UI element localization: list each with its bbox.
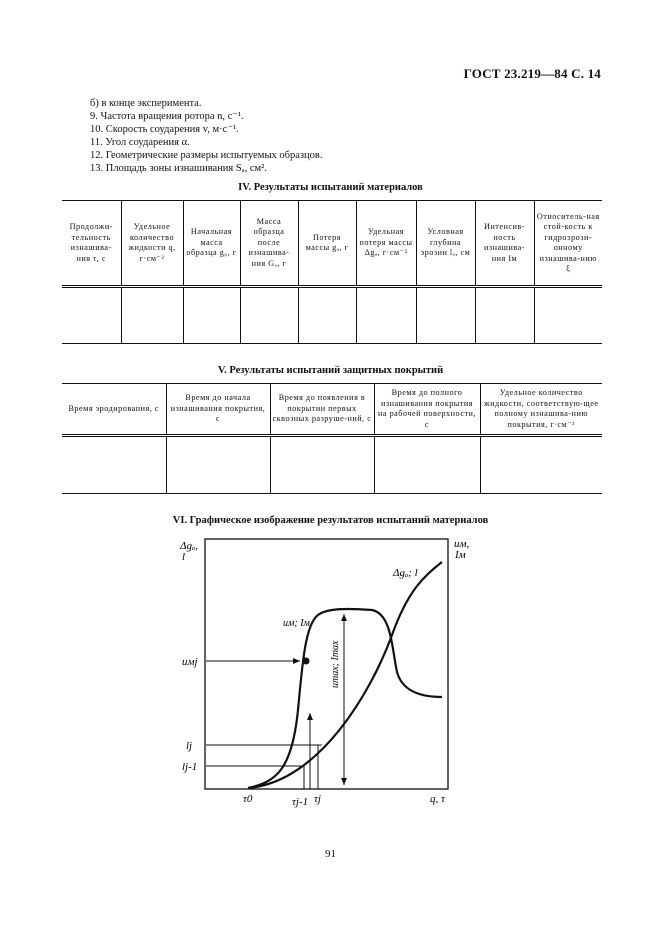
y-right-label: Iм bbox=[455, 549, 466, 561]
y-right-label: uм, bbox=[454, 538, 470, 550]
table-header-cell: Относитель-ная стой-кость к гидроэрози-онному изнашива-нию ξ bbox=[534, 201, 602, 287]
list-item: 9. Частота вращения ротора n, с⁻¹. bbox=[90, 111, 244, 122]
table-header-cell: Потеря массы gₐ, г bbox=[298, 201, 356, 287]
table-header-cell: Удельное количество жидкости, соответствую-щее полному изнашива-нию покрытия, г·см⁻² bbox=[480, 384, 602, 436]
table-header-cell: Время до начала изнашивания покрытия, с bbox=[166, 384, 270, 436]
section4-title: IV. Результаты испытаний материалов bbox=[238, 182, 423, 193]
y-left-label: Δgₐ, bbox=[180, 540, 198, 552]
wear-curve-label: Δgₐ; l bbox=[393, 567, 418, 579]
tau-j-label: τj bbox=[314, 793, 321, 805]
table-header-cell: Удельная потеря массы Δgₐ, г·см⁻² bbox=[356, 201, 416, 287]
table-header-cell: Время до полного изнашивания покрытия на рабочей поверхности, с bbox=[374, 384, 480, 436]
table-header-cell: Масса образца после изнашива-ния Gₐ, г bbox=[240, 201, 298, 287]
table-header-cell: Интенсив-ность изнашива-ния Iм bbox=[475, 201, 534, 287]
table-header-cell: Условная глубина эрозии lₐ, см bbox=[416, 201, 475, 287]
y-left-label: l bbox=[182, 551, 186, 563]
list-item: 10. Скорость соударения v, м·с⁻¹. bbox=[90, 124, 239, 135]
table-header-cell: Начальная масса образца g₀, г bbox=[183, 201, 240, 287]
umax-label: umax; Imax bbox=[330, 640, 341, 688]
lj1-label: lj-1 bbox=[182, 761, 198, 773]
rate-curve bbox=[248, 609, 442, 788]
table-header-cell: Удельное количество жидкости q, г·см⁻² bbox=[121, 201, 183, 287]
list-item: 12. Геометрические размеры испытуемых образцов. bbox=[90, 150, 323, 161]
section6-title: VI. Графическое изображение результатов испытаний материалов bbox=[172, 515, 489, 526]
umj-point bbox=[303, 658, 310, 665]
list-item: 13. Площадь зоны изнашивания Sₐ, см². bbox=[90, 163, 267, 174]
table-header-cell: Время до появления в покрытии первых сквозных разруше-ний, с bbox=[270, 384, 374, 436]
umj-label: uмj bbox=[182, 656, 198, 668]
table-header-cell: Время эродирования, с bbox=[62, 384, 166, 436]
page-header: ГОСТ 23.219—84 С. 14 bbox=[463, 66, 601, 81]
lj-label: lj bbox=[186, 740, 193, 752]
table-header-cell: Продолжи-тельность изнашива-ния τ, с bbox=[62, 201, 121, 287]
rate-curve-label: uм; Iм bbox=[283, 618, 310, 629]
tau-j1-label: τj-1 bbox=[292, 796, 309, 808]
page-number: 91 bbox=[325, 848, 336, 860]
list-item: б) в конце эксперимента. bbox=[90, 98, 202, 109]
tau0-label: τ0 bbox=[243, 793, 253, 805]
section5-title: V. Результаты испытаний защитных покрытий bbox=[217, 365, 444, 376]
wear-curve bbox=[248, 562, 442, 788]
x-axis-label: q, τ bbox=[430, 793, 445, 805]
list-item: 11. Угол соударения α. bbox=[90, 137, 190, 148]
